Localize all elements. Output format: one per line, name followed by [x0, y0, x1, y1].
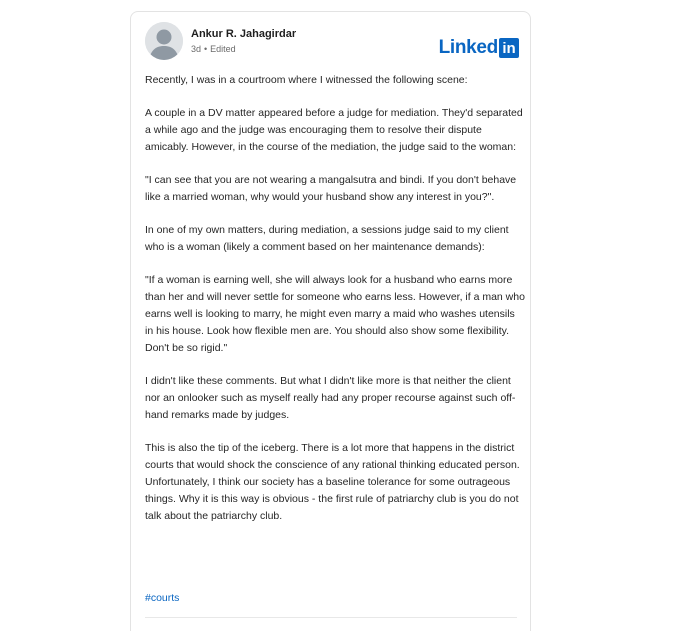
post-header	[145, 22, 527, 62]
post-paragraph: This is also the tip of the iceberg. There is a lot more that happens in the district courts that would shock the conscience of any rational thinking educated person. Unfortunately, I think our society has a baseline tolerance for some outrageous things. Why it is this way is obvious - the first rule of patriarchy club is you do not talk about the patriarchy club.	[145, 442, 520, 522]
post-paragraph: Recently, I was in a courtroom where I witnessed the following scene:	[145, 74, 468, 86]
divider	[145, 617, 517, 618]
person-silhouette-icon	[145, 22, 183, 60]
logo-wordmark: Linked	[438, 37, 498, 58]
post-paragraph: "I can see that you are not wearing a mangalsutra and bindi. If you don't behave like a married woman, why would your husband show any interest in you?".	[145, 174, 517, 203]
linkedin-logo	[439, 36, 519, 60]
author-name[interactable]: Ankur R. Jahagirdar	[191, 28, 297, 40]
post-time: 3d	[191, 44, 202, 54]
post-paragraph: A couple in a DV matter appeared before a judge for mediation. They'd separated a while ago and the judge was encouraging them to resolve their dispute amicably. However, in the course of the mediation, the judge said to the woman:	[145, 107, 523, 153]
logo-in-box: in	[499, 38, 519, 58]
post-body	[145, 72, 525, 541]
meta-separator: •	[204, 44, 208, 54]
avatar[interactable]	[145, 22, 183, 60]
hashtag-link[interactable]: #courts	[145, 592, 180, 604]
post-paragraph: I didn't like these comments. But what I didn't like more is that neither the client nor an onlooker such as myself really had any proper recourse against such off-hand remarks made by judges.	[145, 375, 516, 421]
post-paragraph: "If a woman is earning well, she will always look for a husband who earns more than her and will never settle for someone who earns less. However, if a man who earns well is looking to marry, he might even marry a maid who washes utensils in his house. Look how flexible men are. You should also show some flexibility. Don't be so rigid."	[145, 274, 525, 354]
post-paragraph: In one of my own matters, during mediation, a sessions judge said to my client who is a woman (likely a comment based on her maintenance demands):	[145, 224, 509, 253]
post-card	[130, 11, 531, 631]
post-meta	[191, 44, 236, 54]
edited-label: Edited	[210, 44, 236, 54]
